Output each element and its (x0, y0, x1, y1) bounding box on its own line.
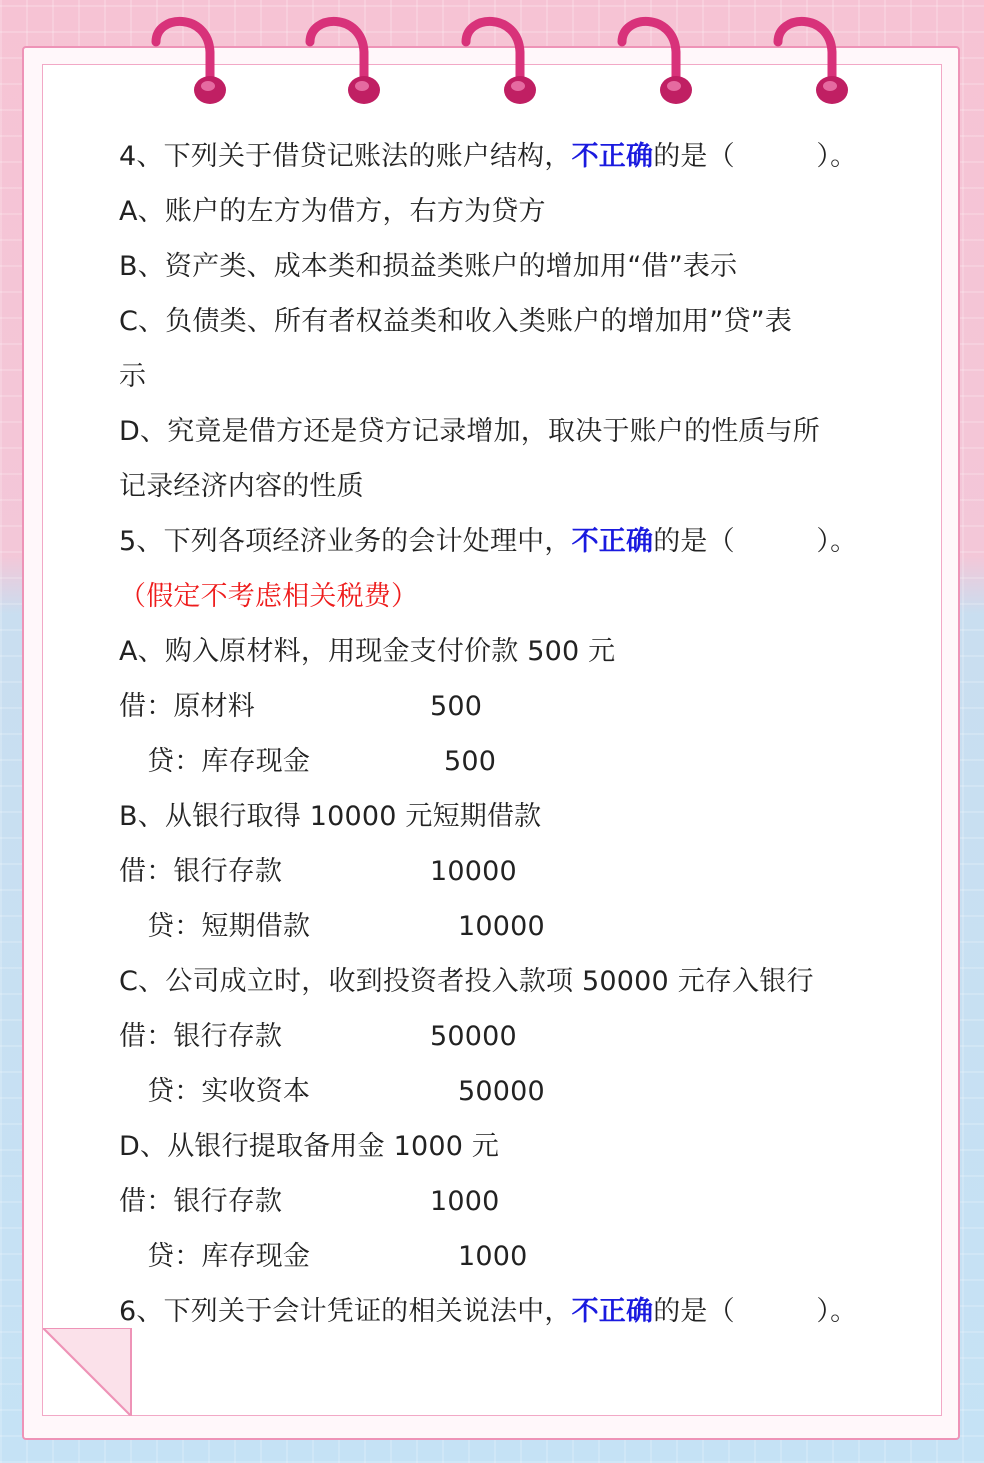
credit-amount: 50000 (458, 1076, 545, 1107)
credit-amount: 10000 (458, 911, 545, 942)
option-a: A、购入原材料，用现金支付价款 500 元 (119, 636, 616, 667)
debit-amount: 500 (430, 691, 483, 722)
question-stem-suffix: 的是（ ）。 (653, 1296, 858, 1327)
question-5-note: （假定不考虑相关税费） (119, 581, 419, 612)
debit-amount: 1000 (430, 1186, 500, 1217)
debit-account: 借：银行存款 (119, 1186, 283, 1217)
option-d-continued: 记录经济内容的性质 (119, 471, 364, 502)
credit-account: 贷：实收资本 (147, 1076, 311, 1107)
question-content (119, 129, 859, 1339)
debit-entry (119, 679, 859, 734)
keyword-highlight: 不正确 (571, 141, 654, 172)
debit-amount: 50000 (430, 1021, 517, 1052)
question-stem-text: 5、下列各项经济业务的会计处理中， (119, 526, 572, 557)
credit-account: 贷：库存现金 (147, 1241, 311, 1272)
question-6-stem (119, 1284, 859, 1339)
option-d: D、从银行提取备用金 1000 元 (119, 1131, 500, 1162)
debit-entry (119, 1174, 859, 1229)
binder-ring-icon (302, 12, 392, 108)
keyword-highlight: 不正确 (571, 1296, 654, 1327)
option-a: A、账户的左方为借方，右方为贷方 (119, 196, 546, 227)
option-c-continued: 示 (119, 361, 147, 392)
option-d: D、究竟是借方还是贷方记录增加，取决于账户的性质与所 (119, 416, 820, 447)
option-b: B、资产类、成本类和损益类账户的增加用“借”表示 (119, 251, 738, 282)
debit-account: 借：银行存款 (119, 1021, 283, 1052)
debit-account: 借：银行存款 (119, 856, 283, 887)
page-curl-icon (43, 1328, 135, 1416)
credit-account: 贷：短期借款 (147, 911, 311, 942)
binder-ring-icon (770, 12, 860, 108)
debit-account: 借：原材料 (119, 691, 255, 722)
option-c: C、公司成立时，收到投资者投入款项 50000 元存入银行 (119, 966, 814, 997)
credit-entry (119, 1229, 859, 1284)
binder-ring-icon (458, 12, 548, 108)
credit-amount: 1000 (458, 1241, 528, 1272)
credit-entry (119, 899, 859, 954)
question-4-stem (119, 129, 859, 184)
option-b: B、从银行取得 10000 元短期借款 (119, 801, 542, 832)
credit-entry (119, 734, 859, 789)
debit-entry (119, 1009, 859, 1064)
question-stem-text: 4、下列关于借贷记账法的账户结构， (119, 141, 572, 172)
debit-amount: 10000 (430, 856, 517, 887)
debit-entry (119, 844, 859, 899)
option-c: C、负债类、所有者权益类和收入类账户的增加用”贷”表 (119, 306, 793, 337)
question-stem-text: 6、下列关于会计凭证的相关说法中， (119, 1296, 572, 1327)
credit-amount: 500 (444, 746, 497, 777)
keyword-highlight: 不正确 (571, 526, 654, 557)
question-stem-suffix: 的是（ ）。 (653, 141, 858, 172)
credit-entry (119, 1064, 859, 1119)
question-5-stem (119, 514, 859, 569)
question-stem-suffix: 的是（ ）。 (653, 526, 858, 557)
credit-account: 贷：库存现金 (147, 746, 311, 777)
binder-ring-icon (148, 12, 238, 108)
binder-ring-icon (614, 12, 704, 108)
